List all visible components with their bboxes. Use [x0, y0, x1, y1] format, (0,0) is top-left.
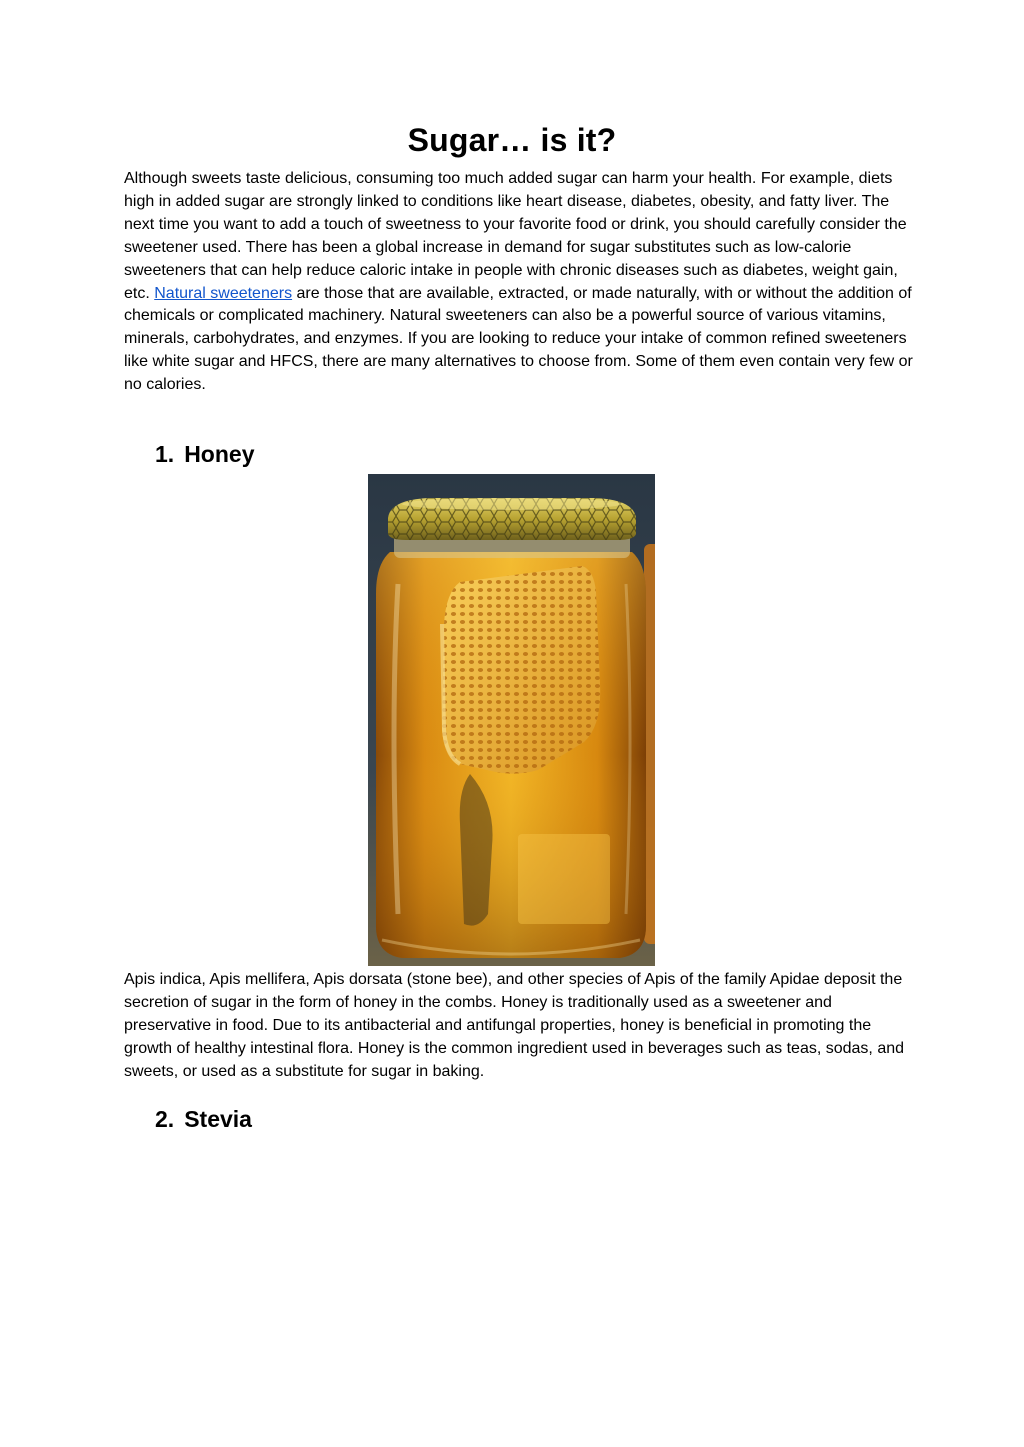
section-title: Honey — [184, 441, 255, 467]
honey-jar-image — [368, 474, 655, 966]
intro-text-after-link: are those that are available, extracted, or made naturally, with or without the addition of chemicals or complicated machinery. Natural sweeteners can also be a powerful source of various vitamins, minerals, carbohydrates, and enzymes. If you are looking to reduce your intake of common refined sweeteners like white sugar and HFCS, there are many alternatives to choose from. Some of them even contain very few or no calories. — [124, 284, 913, 394]
section-number: 1. — [155, 441, 175, 467]
section-heading-stevia — [155, 1106, 252, 1133]
intro-paragraph — [124, 168, 914, 397]
honey-description: Apis indica, Apis mellifera, Apis dorsata (stone bee), and other species of Apis of the family Apidae deposit the secretion of sugar in the form of honey in the combs. Honey is traditionally used as a sweetener and preservative in food. Due to its antibacterial and antifungal properties, honey is beneficial in promoting the growth of healthy intestinal flora. Honey is the common ingredient used in beverages such as teas, sodas, and sweets, or used as a substitute for sugar in baking. — [124, 971, 905, 1080]
intro-text-before-link: Although sweets taste delicious, consuming too much added sugar can harm your health. For example, diets high in added sugar are strongly linked to conditions like heart disease, diabetes, obesity, and fatty liver. The next time you want to add a touch of sweetness to your favorite food or drink, you should carefully consider the sweetener used. There has been a global increase in demand for sugar substitutes such as low-calorie sweeteners that can help reduce caloric intake in people with chronic diseases such as diabetes, weight gain, etc. — [124, 170, 907, 302]
section-heading-honey — [155, 441, 254, 468]
page-title: Sugar… is it? — [407, 122, 617, 158]
section-number: 2. — [155, 1106, 175, 1132]
natural-sweeteners-link[interactable]: Natural sweeteners — [154, 284, 293, 302]
section-title: Stevia — [184, 1106, 252, 1132]
